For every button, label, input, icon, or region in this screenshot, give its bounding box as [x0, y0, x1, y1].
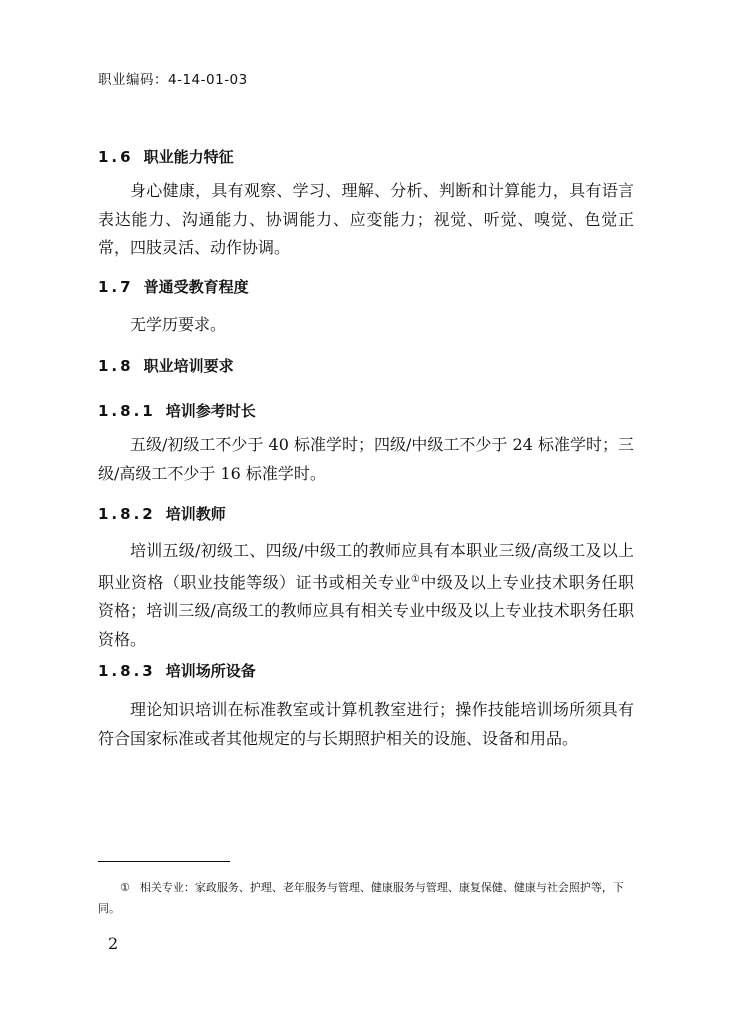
- section-title: 培训参考时长: [165, 402, 256, 420]
- section-heading-1-8-1: [98, 400, 256, 421]
- section-number: 1.6: [98, 148, 134, 166]
- page-number: 2: [108, 934, 119, 953]
- section-number: 1.8.3: [98, 662, 156, 680]
- section-heading-1-7: [98, 276, 249, 297]
- footnote-divider: [98, 861, 230, 862]
- section-body-1-8-2: [98, 537, 634, 654]
- section-body-1-6: 身心健康，具有观察、学习、理解、分析、判断和计算能力，具有语言表达能力、沟通能力、协调能力、应变能力；视觉、听觉、嗅觉、色觉正常，四肢灵活、动作协调。: [98, 181, 634, 257]
- section-title: 普通受教育程度: [143, 278, 249, 296]
- body-text: 培训五级/初级工、四级/中级工的教师应具有本职业三级/高级工及以上职业资格（职业技能等级）证书或相关专业: [98, 541, 634, 592]
- section-number: 1.8.2: [98, 505, 156, 523]
- section-heading-1-6: [98, 146, 234, 167]
- section-heading-1-8-3: [98, 660, 256, 681]
- occupation-code: 职业编码：4-14-01-03: [98, 72, 248, 88]
- footnote: [98, 877, 634, 919]
- section-title: 职业培训要求: [143, 357, 234, 375]
- section-title: 培训场所设备: [165, 662, 256, 680]
- section-number: 1.8.1: [98, 402, 156, 420]
- section-body-1-7: 无学历要求。: [130, 315, 227, 334]
- body-text: 中级及以上专业技术职务任职资格；培训三级/高级工的教师应具有相关专业中级及以上专业技术职务任职资格。: [98, 572, 634, 649]
- section-number: 1.8: [98, 357, 134, 375]
- section-title: 培训教师: [165, 505, 226, 523]
- section-heading-1-8-2: [98, 503, 226, 524]
- section-heading-1-8: [98, 355, 234, 376]
- section-body-1-8-3: 理论知识培训在标准教室或计算机教室进行；操作技能培训场所须具有符合国家标准或者其他规定的与长期照护相关的设施、设备和用品。: [98, 700, 634, 748]
- section-title: 职业能力特征: [143, 148, 234, 166]
- footnote-mark: ①: [120, 881, 130, 894]
- section-number: 1.7: [98, 278, 134, 296]
- section-body-1-8-1: 五级/初级工不少于 40 标准学时；四级/中级工不少于 24 标准学时；三级/高级工不少于 16 标准学时。: [98, 435, 634, 483]
- footnote-text: 相关专业：家政服务、护理、老年服务与管理、健康服务与管理、康复保健、健康与社会照护等，下同。: [98, 881, 624, 915]
- footnote-reference: ①: [410, 573, 421, 585]
